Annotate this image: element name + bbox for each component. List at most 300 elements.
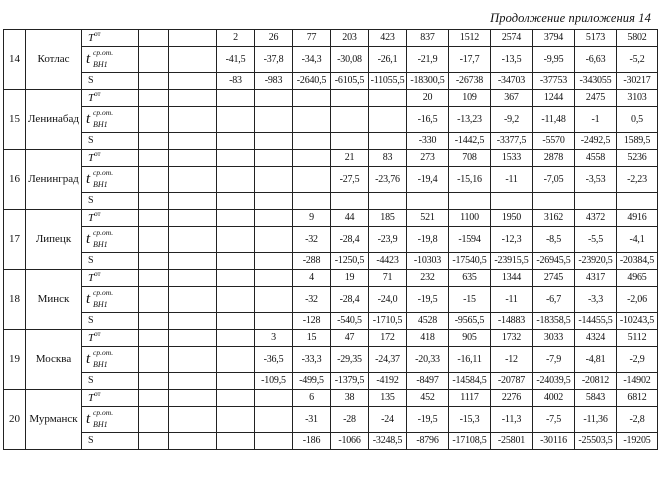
value-text: -1250,5	[334, 255, 365, 266]
value-cell	[449, 313, 491, 330]
value-cell	[617, 47, 658, 73]
value-cell	[139, 73, 169, 90]
value-cell	[575, 287, 617, 313]
symbol-v-sub: ВН1	[93, 300, 108, 309]
value-cell	[217, 270, 255, 287]
value-cell	[407, 167, 449, 193]
city-name	[26, 90, 82, 150]
value-cell	[369, 210, 407, 227]
city-name	[26, 390, 82, 450]
value-cell	[255, 373, 293, 390]
value-text: -10303	[413, 255, 442, 266]
value-cell	[331, 270, 369, 287]
value-cell	[407, 210, 449, 227]
row-label-t	[82, 270, 139, 287]
symbol-v-sub: ВН1	[93, 240, 108, 249]
value-cell	[617, 150, 658, 167]
value-cell	[369, 90, 407, 107]
value-text: -6,7	[545, 293, 562, 305]
value-cell	[293, 210, 331, 227]
value-text: -30116	[540, 435, 567, 446]
value-text: 232	[420, 272, 435, 283]
value-cell	[449, 30, 491, 47]
symbol-v-sup: ср.от.	[93, 348, 114, 357]
value-cell	[331, 47, 369, 73]
row-label-t	[82, 90, 139, 107]
value-cell	[169, 30, 217, 47]
value-cell	[449, 287, 491, 313]
value-cell	[533, 433, 575, 450]
value-text: 423	[380, 32, 395, 43]
city-name	[26, 150, 82, 210]
value-cell	[407, 47, 449, 73]
city-number-text: 19	[9, 353, 20, 365]
value-cell	[617, 107, 658, 133]
city-name-text: Ленинабад	[28, 113, 79, 125]
value-text: -6,63	[585, 53, 606, 65]
value-text: -1379,5	[334, 375, 365, 386]
value-cell	[369, 167, 407, 193]
value-cell	[255, 47, 293, 73]
value-cell	[293, 193, 331, 210]
value-text: 4916	[627, 212, 647, 223]
value-cell	[369, 30, 407, 47]
city-number-text: 15	[9, 113, 20, 125]
value-cell	[449, 433, 491, 450]
value-cell	[407, 407, 449, 433]
value-text: -11,36	[583, 413, 608, 425]
value-text: 6	[309, 392, 314, 403]
value-text: 1589,5	[623, 135, 651, 146]
value-cell	[217, 330, 255, 347]
value-text: 1100	[460, 212, 479, 223]
value-cell	[617, 313, 658, 330]
value-cell	[617, 133, 658, 150]
value-cell	[331, 73, 369, 90]
value-text: -37,8	[263, 53, 284, 65]
value-cell	[407, 373, 449, 390]
value-cell	[575, 313, 617, 330]
table-row	[4, 210, 658, 227]
table-row	[4, 227, 658, 253]
value-cell	[331, 193, 369, 210]
value-cell	[449, 330, 491, 347]
value-cell	[533, 373, 575, 390]
value-text: -16,5	[417, 113, 438, 125]
value-cell	[575, 90, 617, 107]
value-text: 38	[344, 392, 355, 403]
value-text: 1512	[459, 32, 480, 43]
value-cell	[331, 407, 369, 433]
table-row	[4, 330, 658, 347]
value-cell	[293, 347, 331, 373]
value-cell	[491, 330, 533, 347]
value-cell	[617, 287, 658, 313]
value-text: -9,95	[543, 53, 564, 65]
city-number-text: 18	[9, 293, 20, 305]
value-cell	[533, 253, 575, 270]
value-text: -83	[229, 75, 242, 86]
value-text: -24	[381, 413, 394, 425]
value-cell	[169, 210, 217, 227]
table-row	[4, 407, 658, 433]
value-cell	[491, 30, 533, 47]
value-cell	[169, 193, 217, 210]
row-label-v	[82, 407, 139, 433]
symbol-t-sup: от	[94, 89, 101, 98]
value-cell	[169, 347, 217, 373]
row-label-v	[82, 47, 139, 73]
value-text: -8796	[416, 435, 439, 446]
value-text: -11,3	[501, 413, 522, 425]
value-cell	[169, 373, 217, 390]
value-cell	[491, 287, 533, 313]
city-name	[26, 30, 82, 90]
symbol-t-vn1: t ср.от. ВН1	[86, 348, 114, 369]
value-cell	[331, 150, 369, 167]
row-label-s	[82, 313, 139, 330]
value-text: -36,5	[263, 353, 284, 365]
symbol-v-sub: ВН1	[93, 180, 108, 189]
value-cell	[575, 150, 617, 167]
value-cell	[255, 90, 293, 107]
symbol-t-ot	[88, 389, 101, 405]
value-cell	[533, 330, 575, 347]
value-text: -18300,5	[410, 75, 445, 86]
value-text: -34703	[497, 75, 526, 86]
value-cell	[217, 210, 255, 227]
value-text: -26945,5	[536, 255, 571, 266]
value-cell	[217, 73, 255, 90]
value-text: 4558	[585, 152, 606, 163]
value-cell	[293, 47, 331, 73]
value-cell	[369, 270, 407, 287]
value-text: -20812	[581, 375, 610, 386]
value-text: 185	[380, 212, 395, 223]
value-cell	[169, 433, 217, 450]
value-text: -19,5	[417, 413, 438, 425]
value-cell	[217, 227, 255, 253]
value-cell	[407, 107, 449, 133]
value-cell	[617, 330, 658, 347]
symbol-v-sub: ВН1	[93, 420, 108, 429]
value-cell	[293, 73, 331, 90]
value-text: -26738	[455, 75, 484, 86]
row-label-t	[82, 330, 139, 347]
city-number	[4, 390, 26, 450]
value-cell	[533, 407, 575, 433]
value-cell	[407, 133, 449, 150]
value-cell	[255, 313, 293, 330]
value-cell	[169, 313, 217, 330]
value-cell	[407, 330, 449, 347]
value-text: 2745	[543, 272, 564, 283]
value-text: 3794	[543, 32, 564, 43]
value-cell	[331, 330, 369, 347]
value-text: 837	[420, 32, 435, 43]
value-text: 273	[420, 152, 435, 163]
value-cell	[575, 30, 617, 47]
value-cell	[217, 313, 255, 330]
value-text: 5843	[585, 392, 606, 403]
value-cell	[331, 210, 369, 227]
city-number	[4, 150, 26, 210]
value-text: -19205	[623, 435, 651, 446]
value-cell	[449, 133, 491, 150]
value-text: -5,2	[629, 53, 645, 65]
value-cell	[331, 107, 369, 133]
value-cell	[449, 390, 491, 407]
value-text: -16,11	[457, 353, 482, 365]
value-text: -14883	[497, 315, 526, 326]
value-text: -24,0	[377, 293, 398, 305]
table-row	[4, 433, 658, 450]
value-cell	[533, 390, 575, 407]
value-text: -11,48	[541, 113, 566, 125]
value-cell	[575, 47, 617, 73]
value-text: 1117	[460, 392, 479, 403]
value-text: -983	[264, 75, 283, 86]
value-cell	[331, 30, 369, 47]
value-cell	[255, 347, 293, 373]
value-text: -23915,5	[494, 255, 529, 266]
value-cell	[217, 433, 255, 450]
value-cell	[331, 347, 369, 373]
value-cell	[491, 347, 533, 373]
value-cell	[617, 433, 658, 450]
city-number	[4, 330, 26, 390]
value-cell	[217, 167, 255, 193]
value-cell	[617, 30, 658, 47]
value-cell	[533, 347, 575, 373]
value-cell	[293, 407, 331, 433]
value-cell	[491, 167, 533, 193]
value-text: -1066	[338, 435, 361, 446]
value-text: 2	[233, 32, 238, 43]
value-cell	[407, 313, 449, 330]
value-cell	[331, 287, 369, 313]
symbol-t-sup: от	[94, 209, 101, 218]
value-cell	[533, 107, 575, 133]
symbol-t-vn1: t ср.от. ВН1	[86, 108, 114, 129]
symbol-t-ot	[88, 269, 101, 285]
value-cell	[449, 210, 491, 227]
value-text: 5112	[627, 332, 647, 343]
value-text: -24,37	[375, 353, 400, 365]
value-cell	[449, 107, 491, 133]
value-cell	[491, 73, 533, 90]
symbol-s: S	[88, 255, 94, 266]
value-cell	[331, 90, 369, 107]
value-cell	[449, 373, 491, 390]
value-text: -12,3	[501, 233, 522, 245]
table-row	[4, 347, 658, 373]
value-text: -28,4	[339, 233, 360, 245]
value-text: -5,5	[587, 233, 604, 245]
value-cell	[169, 227, 217, 253]
value-cell	[407, 270, 449, 287]
value-cell	[533, 210, 575, 227]
row-label-t	[82, 150, 139, 167]
value-cell	[293, 150, 331, 167]
value-cell	[169, 73, 217, 90]
value-cell	[369, 347, 407, 373]
value-text: 418	[420, 332, 435, 343]
value-cell	[255, 253, 293, 270]
value-cell	[533, 30, 575, 47]
symbol-t-ot	[88, 209, 101, 225]
value-cell	[169, 270, 217, 287]
value-cell	[139, 47, 169, 73]
value-cell	[491, 433, 533, 450]
value-text: -2,06	[627, 293, 647, 305]
value-text: 44	[344, 212, 355, 223]
value-cell	[217, 287, 255, 313]
symbol-t-vn1: t ср.от. ВН1	[86, 168, 114, 189]
value-text: -32	[305, 233, 318, 245]
value-text: -33,3	[301, 353, 322, 365]
value-cell	[369, 433, 407, 450]
value-text: -23,76	[375, 173, 400, 185]
value-text: 708	[462, 152, 477, 163]
row-label-s	[82, 253, 139, 270]
heating-data-table	[3, 29, 658, 450]
row-label-v	[82, 227, 139, 253]
value-cell	[331, 373, 369, 390]
value-cell	[491, 133, 533, 150]
city-name	[26, 270, 82, 330]
value-cell	[255, 407, 293, 433]
value-text: -11	[505, 293, 518, 305]
row-label-s	[82, 373, 139, 390]
value-cell	[139, 287, 169, 313]
value-text: 1732	[501, 332, 522, 343]
city-number-text: 17	[9, 233, 20, 245]
symbol-t-vn1: t ср.от. ВН1	[86, 228, 114, 249]
value-cell	[407, 433, 449, 450]
value-text: -12	[505, 353, 518, 365]
value-cell	[293, 227, 331, 253]
value-text: 635	[462, 272, 477, 283]
value-cell	[139, 313, 169, 330]
city-number	[4, 90, 26, 150]
value-cell	[369, 133, 407, 150]
value-cell	[407, 90, 449, 107]
value-cell	[293, 433, 331, 450]
value-cell	[575, 210, 617, 227]
value-cell	[449, 90, 491, 107]
symbol-v-sub: ВН1	[93, 360, 108, 369]
row-label-v	[82, 107, 139, 133]
symbol-s: S	[88, 375, 94, 386]
value-cell	[169, 133, 217, 150]
table-caption: Продолжение приложения 14	[490, 11, 651, 25]
value-cell	[533, 150, 575, 167]
symbol-t-base: T	[88, 152, 95, 165]
value-cell	[407, 227, 449, 253]
value-text: -17540,5	[452, 255, 487, 266]
symbol-t-ot	[88, 149, 101, 165]
value-cell	[407, 73, 449, 90]
value-cell	[533, 73, 575, 90]
value-cell	[293, 270, 331, 287]
value-text: -17,7	[459, 53, 480, 65]
value-cell	[293, 133, 331, 150]
value-cell	[293, 253, 331, 270]
value-text: 4528	[417, 315, 438, 326]
table-row	[4, 107, 658, 133]
symbol-s: S	[88, 315, 94, 326]
value-cell	[533, 47, 575, 73]
value-cell	[369, 47, 407, 73]
row-label-v	[82, 287, 139, 313]
symbol-v-sup: ср.от.	[93, 408, 114, 417]
value-cell	[369, 107, 407, 133]
value-text: 1533	[501, 152, 522, 163]
value-text: -26,1	[377, 53, 398, 65]
value-cell	[449, 193, 491, 210]
value-cell	[407, 150, 449, 167]
table-row	[4, 193, 658, 210]
value-cell	[491, 150, 533, 167]
table-row	[4, 30, 658, 47]
value-text: -288	[302, 255, 321, 266]
value-cell	[255, 150, 293, 167]
value-cell	[139, 30, 169, 47]
value-cell	[139, 107, 169, 133]
value-cell	[293, 287, 331, 313]
symbol-s: S	[88, 135, 94, 146]
symbol-v-sup: ср.от.	[93, 228, 114, 237]
value-cell	[139, 253, 169, 270]
value-cell	[217, 90, 255, 107]
value-text: -4423	[376, 255, 399, 266]
value-text: 4002	[543, 392, 564, 403]
value-cell	[575, 390, 617, 407]
symbol-t-ot	[88, 89, 101, 105]
value-cell	[575, 107, 617, 133]
value-text: 452	[420, 392, 435, 403]
value-cell	[617, 73, 658, 90]
symbol-t-base: T	[88, 272, 95, 285]
value-cell	[293, 390, 331, 407]
value-text: -2,8	[629, 413, 645, 425]
symbol-t-base: T	[88, 392, 95, 405]
value-text: -6105,5	[334, 75, 365, 86]
value-cell	[293, 30, 331, 47]
value-cell	[169, 90, 217, 107]
value-cell	[331, 433, 369, 450]
value-text: -3377,5	[496, 135, 527, 146]
value-text: -19,8	[417, 233, 438, 245]
symbol-t-vn1: t ср.от. ВН1	[86, 48, 114, 69]
value-text: 5173	[585, 32, 606, 43]
value-text: -3248,5	[372, 435, 403, 446]
value-cell	[533, 133, 575, 150]
value-cell	[255, 73, 293, 90]
value-cell	[617, 227, 658, 253]
value-cell	[533, 193, 575, 210]
value-cell	[255, 227, 293, 253]
value-cell	[617, 210, 658, 227]
value-cell	[617, 373, 658, 390]
value-text: -31	[305, 413, 318, 425]
value-text: 21	[344, 152, 355, 163]
value-cell	[217, 47, 255, 73]
value-text: -11	[505, 173, 518, 185]
value-text: -3,3	[587, 293, 604, 305]
value-cell	[255, 270, 293, 287]
